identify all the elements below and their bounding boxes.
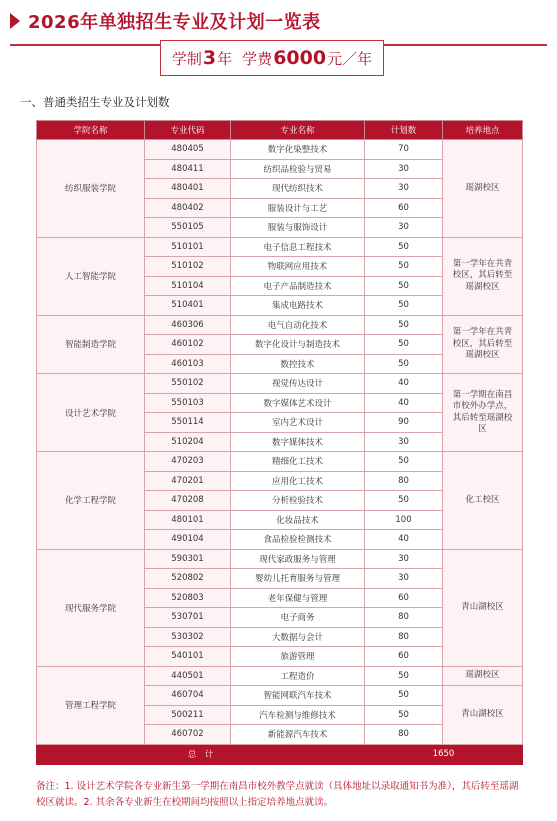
code-cell: 480411 <box>145 159 231 179</box>
major-cell: 老年保健与管理 <box>231 588 365 608</box>
campus-cell: 第一学年在共青校区，其后转至瑶湖校区 <box>443 315 523 374</box>
fee-unit: 元／年 <box>327 49 373 68</box>
code-cell: 550103 <box>145 393 231 413</box>
plan-cell: 80 <box>365 627 443 647</box>
plan-cell: 50 <box>365 335 443 355</box>
table-row <box>37 315 523 335</box>
major-cell: 数控技术 <box>231 354 365 374</box>
plan-cell: 30 <box>365 159 443 179</box>
plan-cell: 100 <box>365 510 443 530</box>
plan-cell: 60 <box>365 588 443 608</box>
plan-cell: 40 <box>365 530 443 550</box>
table-body <box>37 140 523 745</box>
major-cell: 工程造价 <box>231 666 365 686</box>
college-cell: 智能制造学院 <box>37 315 145 374</box>
header-major: 专业名称 <box>231 121 365 140</box>
code-cell: 550102 <box>145 374 231 394</box>
major-cell: 视觉传达设计 <box>231 374 365 394</box>
fee-banner <box>160 40 384 76</box>
code-cell: 510401 <box>145 296 231 316</box>
college-cell: 管理工程学院 <box>37 666 145 744</box>
code-cell: 550105 <box>145 218 231 238</box>
fee-amount: 6000 <box>273 47 327 69</box>
major-cell: 纺织品检验与贸易 <box>231 159 365 179</box>
campus-cell: 第一学年在共青校区，其后转至瑶湖校区 <box>443 237 523 315</box>
table-row <box>37 374 523 394</box>
table-row <box>37 666 523 686</box>
plan-cell: 60 <box>365 198 443 218</box>
code-cell: 460704 <box>145 686 231 706</box>
plan-cell: 50 <box>365 315 443 335</box>
plan-cell: 30 <box>365 549 443 569</box>
code-cell: 460102 <box>145 335 231 355</box>
plan-cell: 50 <box>365 354 443 374</box>
plan-cell: 50 <box>365 276 443 296</box>
code-cell: 510101 <box>145 237 231 257</box>
code-cell: 470203 <box>145 452 231 472</box>
code-cell: 470208 <box>145 491 231 511</box>
code-cell: 480401 <box>145 179 231 199</box>
plan-cell: 30 <box>365 179 443 199</box>
plan-cell: 30 <box>365 569 443 589</box>
major-cell: 大数据与会计 <box>231 627 365 647</box>
code-cell: 590301 <box>145 549 231 569</box>
major-cell: 食品检验检测技术 <box>231 530 365 550</box>
admissions-table <box>36 120 523 765</box>
campus-cell: 青山湖校区 <box>443 686 523 745</box>
code-cell: 510204 <box>145 432 231 452</box>
section-heading: 一、普通类招生专业及计划数 <box>20 95 170 109</box>
divider-right <box>384 44 547 46</box>
major-cell: 集成电路技术 <box>231 296 365 316</box>
code-cell: 470201 <box>145 471 231 491</box>
major-cell: 电气自动化技术 <box>231 315 365 335</box>
major-cell: 旅游管理 <box>231 647 365 667</box>
major-cell: 服装与服饰设计 <box>231 218 365 238</box>
major-cell: 现代家政服务与管理 <box>231 549 365 569</box>
code-cell: 460306 <box>145 315 231 335</box>
major-cell: 电子产品制造技术 <box>231 276 365 296</box>
major-cell: 汽车检测与维修技术 <box>231 705 365 725</box>
table-row <box>37 452 523 472</box>
college-cell: 设计艺术学院 <box>37 374 145 452</box>
table-header-row <box>37 121 523 140</box>
header-plan: 计划数 <box>365 121 443 140</box>
code-cell: 480405 <box>145 140 231 160</box>
fee-label-duration: 学制 <box>171 49 202 68</box>
major-cell: 室内艺术设计 <box>231 413 365 433</box>
total-row <box>37 744 523 764</box>
code-cell: 460103 <box>145 354 231 374</box>
code-cell: 460702 <box>145 725 231 745</box>
major-cell: 应用化工技术 <box>231 471 365 491</box>
plan-cell: 90 <box>365 413 443 433</box>
code-cell: 530701 <box>145 608 231 628</box>
total-value: 1650 <box>365 744 523 764</box>
header-college: 学院名称 <box>37 121 145 140</box>
code-cell: 540101 <box>145 647 231 667</box>
plan-cell: 40 <box>365 393 443 413</box>
code-cell: 480101 <box>145 510 231 530</box>
plan-cell: 50 <box>365 666 443 686</box>
campus-cell: 瑶湖校区 <box>443 140 523 238</box>
major-cell: 化妆品技术 <box>231 510 365 530</box>
plan-cell: 50 <box>365 296 443 316</box>
footnote: 备注：1. 设计艺术学院各专业新生第一学期在南昌市校外教学点就读（具体地址以录取通知书为准），其后转至瑶湖校区就读。2. 其余各专业新生在校期间均按照以上指定培养地点就读。 <box>36 781 519 809</box>
campus-cell: 瑶湖校区 <box>443 666 523 686</box>
college-cell: 化学工程学院 <box>37 452 145 550</box>
triangle-marker-icon <box>10 13 20 29</box>
major-cell: 数字媒体技术 <box>231 432 365 452</box>
campus-cell: 青山湖校区 <box>443 549 523 666</box>
major-cell: 新能源汽车技术 <box>231 725 365 745</box>
table-row <box>37 549 523 569</box>
major-cell: 精细化工技术 <box>231 452 365 472</box>
major-cell: 服装设计与工艺 <box>231 198 365 218</box>
plan-cell: 70 <box>365 140 443 160</box>
code-cell: 520803 <box>145 588 231 608</box>
code-cell: 530302 <box>145 627 231 647</box>
major-cell: 数字化染整技术 <box>231 140 365 160</box>
plan-cell: 50 <box>365 705 443 725</box>
fee-years: 3 <box>202 47 217 69</box>
plan-cell: 80 <box>365 471 443 491</box>
major-cell: 智能网联汽车技术 <box>231 686 365 706</box>
fee-unit-year: 年 <box>217 49 233 68</box>
code-cell: 510102 <box>145 257 231 277</box>
code-cell: 480402 <box>145 198 231 218</box>
plan-cell: 50 <box>365 452 443 472</box>
major-cell: 现代纺织技术 <box>231 179 365 199</box>
plan-cell: 30 <box>365 218 443 238</box>
code-cell: 500211 <box>145 705 231 725</box>
college-cell: 人工智能学院 <box>37 237 145 315</box>
college-cell: 纺织服装学院 <box>37 140 145 238</box>
code-cell: 550114 <box>145 413 231 433</box>
plan-cell: 80 <box>365 725 443 745</box>
plan-cell: 60 <box>365 647 443 667</box>
campus-cell: 第一学期在南昌市校外办学点，其后转至瑶湖校区 <box>443 374 523 452</box>
table-row <box>37 237 523 257</box>
major-cell: 物联网应用技术 <box>231 257 365 277</box>
table-row <box>37 140 523 160</box>
header-code: 专业代码 <box>145 121 231 140</box>
title-row <box>10 8 321 34</box>
code-cell: 520802 <box>145 569 231 589</box>
plan-cell: 50 <box>365 491 443 511</box>
plan-cell: 50 <box>365 237 443 257</box>
plan-cell: 50 <box>365 257 443 277</box>
header-campus: 培养地点 <box>443 121 523 140</box>
major-cell: 分析检验技术 <box>231 491 365 511</box>
code-cell: 490104 <box>145 530 231 550</box>
code-cell: 510104 <box>145 276 231 296</box>
divider-left <box>10 44 160 46</box>
major-cell: 数字化设计与制造技术 <box>231 335 365 355</box>
college-cell: 现代服务学院 <box>37 549 145 666</box>
total-label: 总 计 <box>37 744 365 764</box>
campus-cell: 化工校区 <box>443 452 523 550</box>
major-cell: 数字媒体艺术设计 <box>231 393 365 413</box>
plan-cell: 30 <box>365 432 443 452</box>
plan-cell: 50 <box>365 686 443 706</box>
major-cell: 电子信息工程技术 <box>231 237 365 257</box>
fee-label-tuition: 学费 <box>242 49 273 68</box>
code-cell: 440501 <box>145 666 231 686</box>
plan-cell: 80 <box>365 608 443 628</box>
plan-cell: 40 <box>365 374 443 394</box>
major-cell: 婴幼儿托育服务与管理 <box>231 569 365 589</box>
major-cell: 电子商务 <box>231 608 365 628</box>
page-title: 2026年单独招生专业及计划一览表 <box>28 12 321 33</box>
